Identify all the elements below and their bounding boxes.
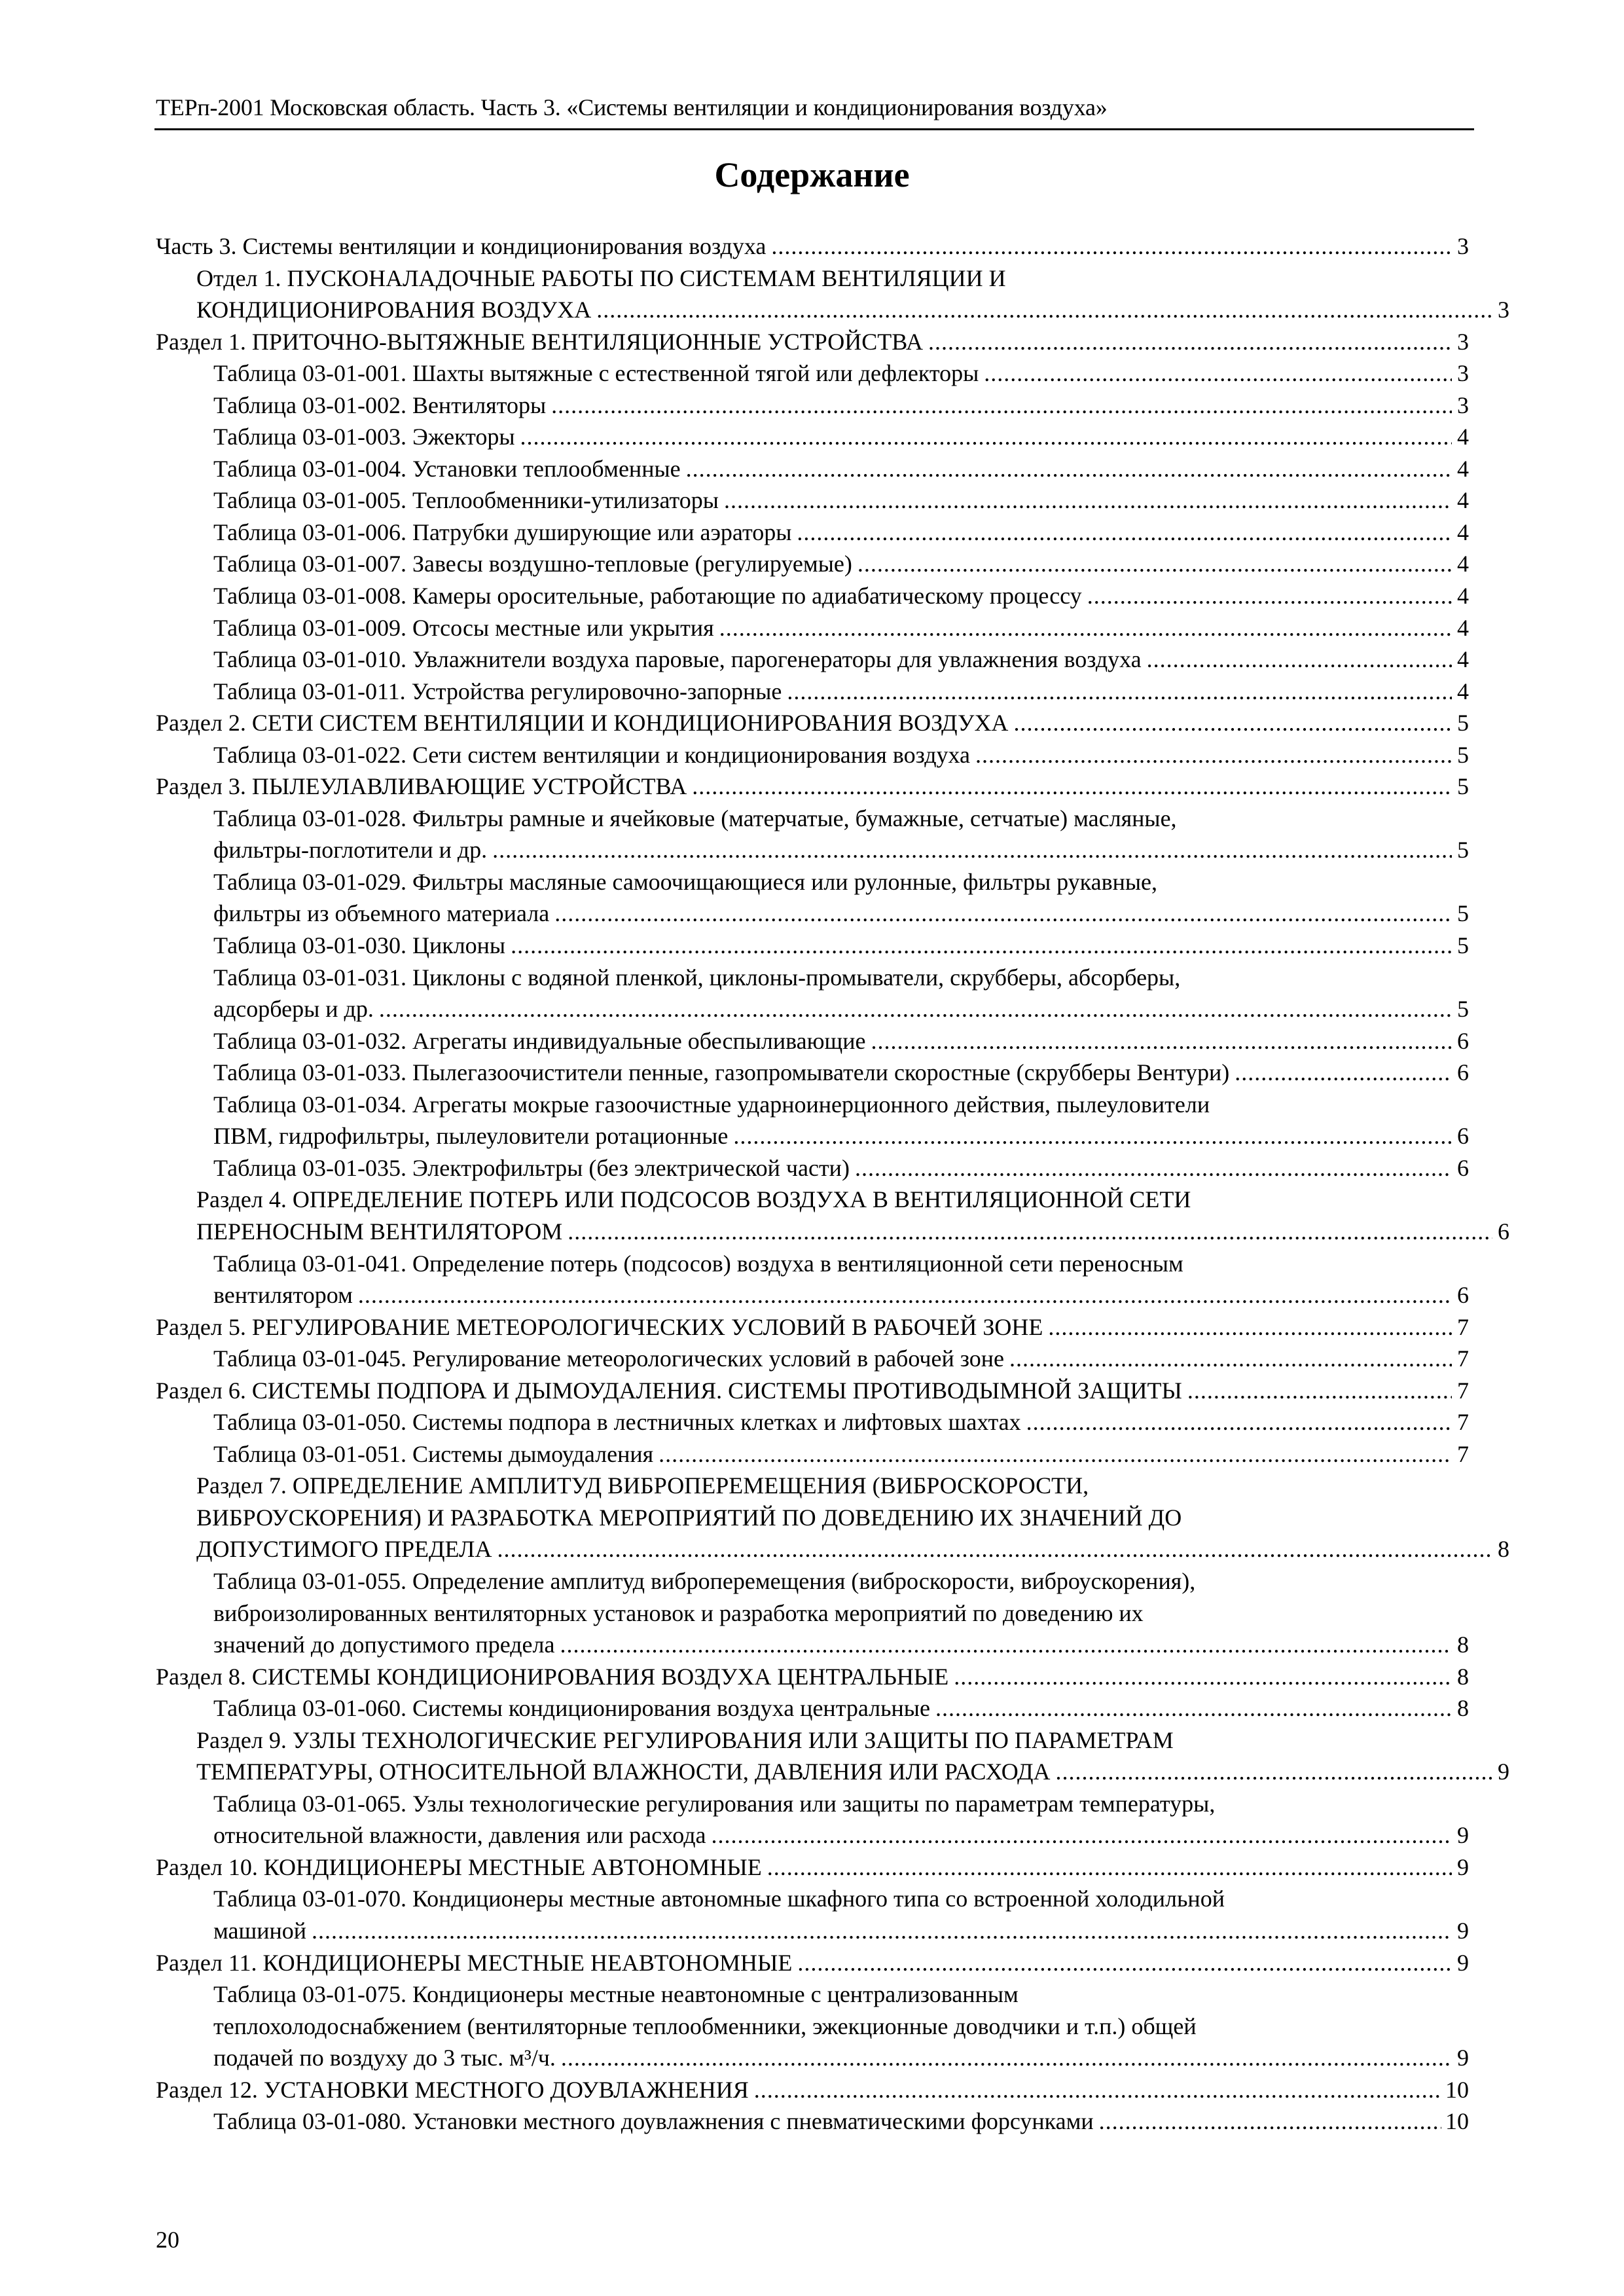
toc-page-number: 10 [1445, 2108, 1469, 2135]
toc-page-number: 10 [1445, 2076, 1469, 2103]
toc-page-number: 3 [1457, 392, 1469, 418]
toc-entry-text: Таблица 03-01-065. Узлы технологические регулирования или защиты по параметрам температуры, [213, 1790, 1216, 1817]
toc-entry-text: Таблица 03-01-004. Установки теплообменные [213, 455, 681, 482]
toc-entry-text: Раздел 2. СЕТИ СИСТЕМ ВЕНТИЛЯЦИИ И КОНДИЦИОНИРОВАНИЯ ВОЗДУХА [156, 710, 1009, 737]
toc-section-entry[interactable] [156, 1724, 1509, 1788]
toc-entry-text: ДОПУСТИМОГО ПРЕДЕЛА [196, 1536, 492, 1563]
toc-page-number: 4 [1457, 583, 1469, 610]
toc-entry-text: Таблица 03-01-032. Агрегаты индивидуальные обеспыливающие [213, 1027, 866, 1054]
toc-page-number: 3 [1457, 328, 1469, 355]
dot-leader [596, 294, 1492, 326]
toc-entry-text: Раздел 7. ОПРЕДЕЛЕНИЕ АМПЛИТУД ВИБРОПЕРЕМЕЩЕНИЯ (ВИБРОСКОРОСТИ, [196, 1472, 1089, 1499]
dot-leader [767, 1851, 1452, 1884]
toc-entry-text: виброизолированных вентиляторных установок и разработка мероприятий по доведению их [213, 1599, 1144, 1626]
dot-leader [1048, 1311, 1452, 1343]
toc-entry-text: Раздел 9. УЗЛЫ ТЕХНОЛОГИЧЕСКИЕ РЕГУЛИРОВАНИЯ ИЛИ ЗАЩИТЫ ПО ПАРАМЕТРАМ [196, 1726, 1174, 1753]
toc-table-entry[interactable] [156, 453, 1469, 485]
toc-entry-text: Таблица 03-01-030. Циклоны [213, 932, 506, 959]
toc-table-entry[interactable] [156, 930, 1469, 962]
toc-page-number: 7 [1457, 1409, 1469, 1436]
toc-entry-text: Таблица 03-01-029. Фильтры масляные самоочищающиеся или рулонные, фильтры рукавные, [213, 868, 1158, 895]
dot-leader [1009, 1343, 1452, 1375]
toc-page-number: 8 [1498, 1536, 1509, 1563]
dot-leader [379, 993, 1452, 1025]
toc-entry-text: Таблица 03-01-028. Фильтры рамные и ячейковые (матерчатые, бумажные, сетчатые) масляные, [213, 805, 1177, 831]
toc-entry-text: Таблица 03-01-034. Агрегаты мокрые газоочистные ударноинерционного действия, пылеуловители [213, 1091, 1210, 1118]
toc-entry-text: Таблица 03-01-035. Электрофильтры (без электрической части) [213, 1154, 850, 1181]
toc-entry-text: Таблица 03-01-070. Кондиционеры местные автономные шкафного типа со встроенной холодильной [213, 1886, 1225, 1912]
page-title: Содержание [714, 155, 910, 194]
toc-section-entry[interactable] [156, 263, 1509, 326]
toc-entry-text: ПЕРЕНОСНЫМ ВЕНТИЛЯТОРОМ [196, 1218, 563, 1245]
toc-entry-text: Таблица 03-01-060. Системы кондиционирования воздуха центральные [213, 1695, 930, 1722]
toc-table-entry[interactable] [156, 548, 1469, 580]
toc-page-number: 7 [1457, 1313, 1469, 1340]
toc-section-entry[interactable] [156, 1661, 1469, 1693]
toc-page-number: 5 [1457, 710, 1469, 737]
toc-section-entry[interactable] [156, 707, 1469, 739]
toc-table-entry[interactable] [156, 1406, 1469, 1438]
dot-leader [935, 1692, 1452, 1724]
toc-entry-text: Таблица 03-01-075. Кондиционеры местные неавтономные с централизованным [213, 1981, 1019, 2008]
toc-page-number: 9 [1457, 1822, 1469, 1849]
toc-table-entry[interactable] [156, 676, 1469, 708]
dot-leader [787, 676, 1452, 708]
toc-entry-text: адсорберы и др. [213, 996, 374, 1023]
toc-section-entry[interactable] [156, 1851, 1469, 1884]
toc-entry-text: Таблица 03-01-001. Шахты вытяжные с естественной тягой или дефлекторы [213, 360, 979, 387]
toc-table-entry[interactable] [156, 1883, 1469, 1946]
dot-leader [492, 834, 1452, 866]
toc-table-entry[interactable] [156, 1788, 1469, 1851]
toc-entry-text: Таблица 03-01-055. Определение амплитуд виброперемещения (виброскорости, виброускорения), [213, 1567, 1196, 1594]
toc-table-entry[interactable] [156, 357, 1469, 390]
toc-table-entry[interactable] [156, 1343, 1469, 1375]
toc-page-number: 8 [1457, 1663, 1469, 1690]
toc-entry-text: Таблица 03-01-022. Сети систем вентиляции и кондиционирования воздуха [213, 741, 971, 768]
toc-entry-text: значений до допустимого предела [213, 1631, 555, 1658]
toc-page-number: 6 [1457, 1282, 1469, 1309]
table-of-contents [156, 230, 1509, 2138]
running-header: ТЕРп-2001 Московская область. Часть 3. «Системы вентиляции и кондиционирования воздуха» [156, 94, 1108, 120]
toc-entry-text: Таблица 03-01-003. Эжекторы [213, 424, 515, 450]
toc-entry-text: Раздел 11. КОНДИЦИОНЕРЫ МЕСТНЫЕ НЕАВТОНОМНЫЕ [156, 1949, 793, 1976]
toc-entry-text: фильтры-поглотители и др. [213, 837, 488, 864]
dot-leader [1147, 644, 1452, 676]
toc-table-entry[interactable] [156, 612, 1469, 644]
toc-entry-text: Часть 3. Системы вентиляции и кондиционирования воздуха [156, 233, 767, 259]
dot-leader [686, 453, 1452, 485]
toc-page-number: 5 [1457, 773, 1469, 800]
toc-entry-text: Таблица 03-01-051. Системы дымоудаления [213, 1440, 654, 1467]
dot-leader [771, 230, 1452, 263]
toc-entry-text: Таблица 03-01-002. Вентиляторы [213, 392, 547, 418]
toc-table-entry[interactable] [156, 421, 1469, 453]
dot-leader [797, 517, 1452, 549]
page-number: 20 [156, 2227, 179, 2253]
toc-entry-text: Таблица 03-01-009. Отсосы местные или укрытия [213, 614, 714, 641]
toc-page-number: 5 [1457, 900, 1469, 927]
toc-page-number: 8 [1457, 1631, 1469, 1658]
dot-leader [1235, 1057, 1452, 1089]
toc-entry-text: КОНДИЦИОНИРОВАНИЯ ВОЗДУХА [196, 297, 592, 323]
toc-table-entry[interactable] [156, 866, 1469, 930]
toc-entry-text: Раздел 10. КОНДИЦИОНЕРЫ МЕСТНЫЕ АВТОНОМНЫЕ [156, 1853, 762, 1880]
dot-leader [358, 1279, 1452, 1311]
toc-page-number: 4 [1457, 424, 1469, 450]
toc-entry-text: Раздел 12. УСТАНОВКИ МЕСТНОГО ДОУВЛАЖНЕНИЯ [156, 2076, 749, 2103]
toc-entry-text: Раздел 8. СИСТЕМЫ КОНДИЦИОНИРОВАНИЯ ВОЗДУХА ЦЕНТРАЛЬНЫЕ [156, 1663, 949, 1690]
toc-section-entry[interactable] [156, 2074, 1469, 2106]
toc-entry-text: Таблица 03-01-041. Определение потерь (подсосов) воздуха в вентиляционной сети переносным [213, 1250, 1183, 1277]
toc-entry-text: теплохолодоснабжением (вентиляторные теплообменники, эжекционные доводчики и т.п.) общей [213, 2013, 1197, 2039]
toc-page-number: 6 [1498, 1218, 1509, 1245]
toc-page-number: 8 [1457, 1695, 1469, 1722]
toc-entry-text: Таблица 03-01-080. Установки местного доувлажнения с пневматическими форсунками [213, 2108, 1094, 2135]
dot-leader [871, 1025, 1453, 1057]
toc-table-entry[interactable] [156, 739, 1469, 771]
toc-page-number: 9 [1457, 1949, 1469, 1976]
toc-page-number: 5 [1457, 837, 1469, 864]
toc-table-entry[interactable] [156, 1057, 1469, 1089]
toc-section-entry[interactable] [156, 1947, 1469, 1979]
toc-page-number: 3 [1457, 360, 1469, 387]
toc-page-number: 4 [1457, 519, 1469, 545]
toc-section-entry[interactable] [156, 1184, 1509, 1247]
toc-entry-text: Таблица 03-01-008. Камеры оросительные, работающие по адиабатическому процессу [213, 583, 1082, 610]
toc-entry-text: Отдел 1. ПУСКОНАЛАДОЧНЫЕ РАБОТЫ ПО СИСТЕМАМ ВЕНТИЛЯЦИИ И [196, 264, 1006, 291]
dot-leader [733, 1120, 1452, 1152]
toc-entry-text: Таблица 03-01-010. Увлажнители воздуха паровые, парогенераторы для увлажнения воздуха [213, 646, 1142, 673]
toc-page-number: 4 [1457, 551, 1469, 577]
dot-leader [984, 357, 1452, 390]
dot-leader [1099, 2105, 1441, 2138]
toc-entry-text: Таблица 03-01-006. Патрубки душирующие или аэраторы [213, 519, 792, 545]
dot-leader [719, 612, 1452, 644]
toc-page-number: 3 [1498, 297, 1509, 323]
toc-section-entry[interactable] [156, 771, 1469, 803]
dot-leader [711, 1819, 1452, 1851]
dot-leader [551, 390, 1452, 422]
toc-entry-text: Таблица 03-01-033. Пылегазоочистители пенные, газопромыватели скоростные (скрубберы Вентури) [213, 1059, 1230, 1086]
dot-leader [754, 2074, 1441, 2106]
toc-entry-text: Раздел 4. ОПРЕДЕЛЕНИЕ ПОТЕРЬ ИЛИ ПОДСОСОВ ВОЗДУХА В ВЕНТИЛЯЦИОННОЙ СЕТИ [196, 1186, 1191, 1213]
dot-leader [312, 1915, 1452, 1947]
dot-leader [1056, 1756, 1492, 1788]
toc-page-number: 6 [1457, 1123, 1469, 1150]
toc-page-number: 9 [1457, 2045, 1469, 2071]
toc-entry-text: Раздел 1. ПРИТОЧНО-ВЫТЯЖНЫЕ ВЕНТИЛЯЦИОННЫЕ УСТРОЙСТВА [156, 328, 924, 355]
toc-table-entry[interactable] [156, 962, 1469, 1025]
dot-leader [520, 421, 1452, 453]
toc-table-entry[interactable] [156, 580, 1469, 612]
toc-page-number: 3 [1457, 233, 1469, 259]
toc-entry-text: вентилятором [213, 1282, 353, 1309]
toc-page-number: 7 [1457, 1345, 1469, 1372]
toc-table-entry[interactable] [156, 1152, 1469, 1184]
toc-page-number: 6 [1457, 1059, 1469, 1086]
toc-entry-text: Таблица 03-01-045. Регулирование метеорологических условий в рабочей зоне [213, 1345, 1005, 1372]
toc-page-number: 5 [1457, 932, 1469, 959]
toc-entry-text: машиной [213, 1917, 307, 1944]
toc-entry-text: относительной влажности, давления или расхода [213, 1822, 706, 1849]
toc-table-entry[interactable] [156, 2105, 1469, 2138]
toc-table-entry[interactable] [156, 1248, 1469, 1311]
toc-section-entry[interactable] [156, 1470, 1509, 1565]
toc-table-entry[interactable] [156, 644, 1469, 676]
toc-page-number: 4 [1457, 455, 1469, 482]
toc-table-entry[interactable] [156, 1978, 1469, 2074]
dot-leader [561, 2042, 1452, 2074]
toc-page-number: 9 [1457, 1853, 1469, 1880]
dot-leader [568, 1216, 1492, 1248]
dot-leader [857, 548, 1452, 580]
toc-table-entry[interactable] [156, 484, 1469, 517]
toc-table-entry[interactable] [156, 1692, 1469, 1724]
toc-page-number: 5 [1457, 741, 1469, 768]
toc-entry-text: Таблица 03-01-005. Теплообменники-утилизаторы [213, 487, 719, 514]
dot-leader [1013, 707, 1452, 739]
toc-entry-text: ПВМ, гидрофильтры, пылеуловители ротационные [213, 1123, 729, 1150]
toc-entry-text: подачей по воздуху до 3 тыс. м³/ч. [213, 2045, 556, 2071]
toc-table-entry[interactable] [156, 390, 1469, 422]
toc-entry-text: Таблица 03-01-007. Завесы воздушно-тепловые (регулируемые) [213, 551, 852, 577]
toc-entry-text: Таблица 03-01-011. Устройства регулировочно-запорные [213, 678, 782, 704]
toc-page-number: 4 [1457, 678, 1469, 704]
toc-table-entry[interactable] [156, 1025, 1469, 1057]
toc-page-number: 6 [1457, 1154, 1469, 1181]
toc-entry-text: Раздел 6. СИСТЕМЫ ПОДПОРА И ДЫМОУДАЛЕНИЯ. СИСТЕМЫ ПРОТИВОДЫМНОЙ ЗАЩИТЫ [156, 1377, 1182, 1404]
dot-leader [975, 739, 1452, 771]
toc-entry-text: ВИБРОУСКОРЕНИЯ) И РАЗРАБОТКА МЕРОПРИЯТИЙ ПО ДОВЕДЕНИЮ ИХ ЗНАЧЕНИЙ ДО [196, 1504, 1182, 1531]
toc-table-entry[interactable] [156, 803, 1469, 866]
toc-page-number: 4 [1457, 646, 1469, 673]
toc-page-number: 9 [1498, 1758, 1509, 1785]
dot-leader [692, 771, 1452, 803]
dot-leader [554, 898, 1452, 930]
toc-entry-text: Раздел 3. ПЫЛЕУЛАВЛИВАЮЩИЕ УСТРОЙСТВА [156, 773, 687, 800]
toc-entry-text: Таблица 03-01-050. Системы подпора в лестничных клетках и лифтовых шахтах [213, 1409, 1021, 1436]
toc-page-number: 5 [1457, 996, 1469, 1023]
toc-section-entry[interactable] [156, 1311, 1469, 1343]
dot-leader [954, 1661, 1452, 1693]
dot-leader [560, 1629, 1452, 1661]
dot-leader [928, 326, 1452, 358]
dot-leader [855, 1152, 1452, 1184]
toc-page-number: 9 [1457, 1917, 1469, 1944]
toc-entry-text: Раздел 5. РЕГУЛИРОВАНИЕ МЕТЕОРОЛОГИЧЕСКИХ УСЛОВИЙ В РАБОЧЕЙ ЗОНЕ [156, 1313, 1043, 1340]
toc-section-entry[interactable] [156, 1375, 1469, 1407]
dot-leader [1026, 1406, 1452, 1438]
header-rule [154, 128, 1474, 130]
toc-page-number: 7 [1457, 1377, 1469, 1404]
dot-leader [511, 930, 1452, 962]
dot-leader [797, 1947, 1452, 1979]
toc-page-number: 6 [1457, 1027, 1469, 1054]
dot-leader [724, 484, 1452, 517]
dot-leader [659, 1438, 1452, 1470]
toc-entry-text: фильтры из объемного материала [213, 900, 550, 927]
dot-leader [497, 1533, 1492, 1565]
toc-page-number: 4 [1457, 487, 1469, 514]
toc-table-entry[interactable] [156, 1565, 1469, 1661]
toc-entry-text: Таблица 03-01-031. Циклоны с водяной пленкой, циклоны-промыватели, скрубберы, абсорберы, [213, 964, 1181, 991]
dot-leader [1187, 1375, 1452, 1407]
toc-page-number: 4 [1457, 614, 1469, 641]
toc-table-entry[interactable] [156, 517, 1469, 549]
toc-section-entry[interactable] [156, 230, 1469, 263]
toc-table-entry[interactable] [156, 1438, 1469, 1470]
toc-section-entry[interactable] [156, 326, 1469, 358]
toc-table-entry[interactable] [156, 1089, 1469, 1152]
dot-leader [1087, 580, 1452, 612]
toc-entry-text: ТЕМПЕРАТУРЫ, ОТНОСИТЕЛЬНОЙ ВЛАЖНОСТИ, ДАВЛЕНИЯ ИЛИ РАСХОДА [196, 1758, 1051, 1785]
toc-page-number: 7 [1457, 1440, 1469, 1467]
